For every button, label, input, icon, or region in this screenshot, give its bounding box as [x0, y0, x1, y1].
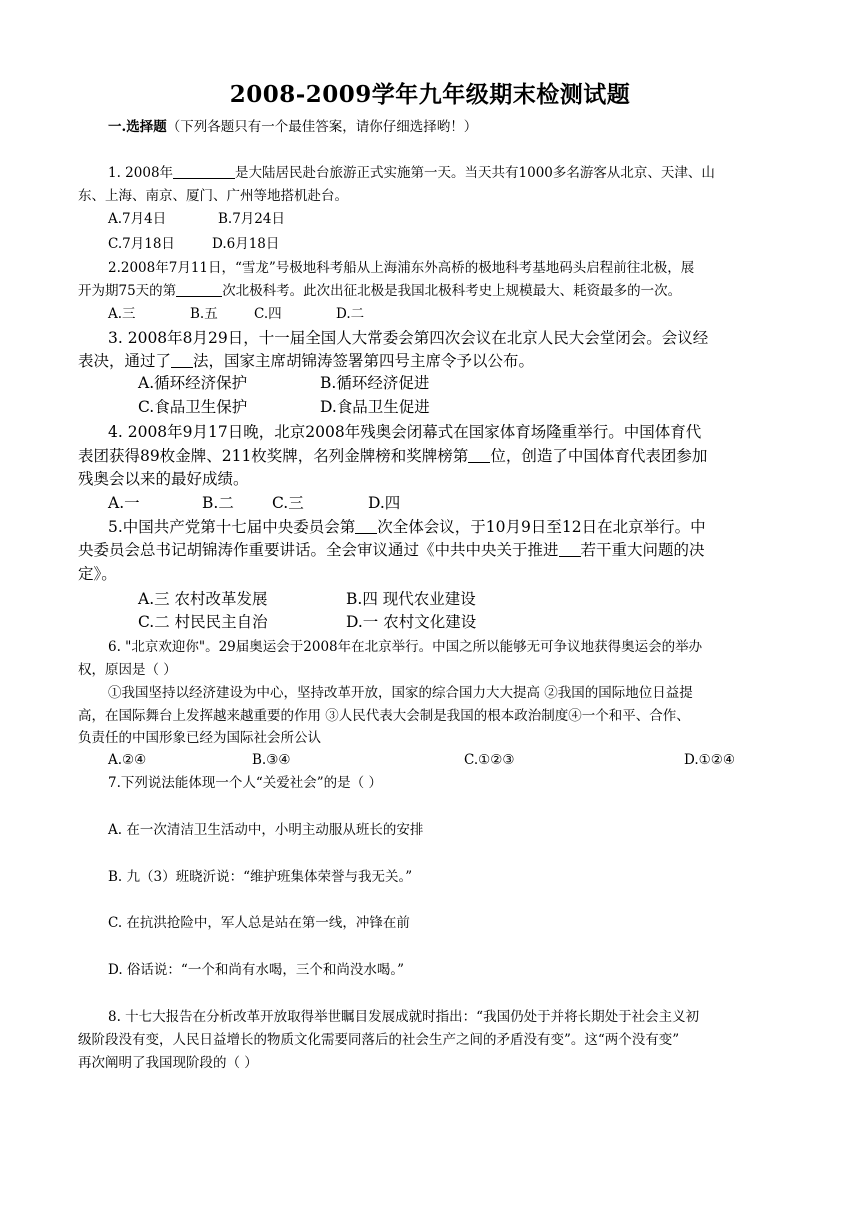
q1-text-a: 1. 2008年: [108, 165, 174, 181]
q5-text-c: 央委员会总书记胡锦涛作重要讲话。全会审议通过《中共中央关于推进: [78, 541, 559, 559]
page-title: 2008-2009学年九年级期末检测试题: [229, 81, 631, 108]
question-6-line-2: 权，原因是（ ）: [78, 662, 177, 678]
question-2-line-1: 2.2008年7月11日，“雪龙”号极地科考船从上海浦东外高桥的极地科考基地码头启程前往北极，展: [108, 260, 695, 276]
q3-option-d: D.食品卫生促进: [320, 398, 430, 416]
question-1-line-2: 东、上海、南京、厦门、广州等地搭机赴台。: [78, 188, 348, 204]
q3-option-b: B.循环经济促进: [320, 374, 430, 392]
q4-option-c: C.三: [272, 494, 304, 512]
q7-option-a: A. 在一次清洁卫生活动中，小明主动服从班长的安排: [108, 822, 424, 838]
q2-option-a: A.三: [108, 306, 136, 322]
q6-option-a: A.②④: [108, 752, 147, 768]
q5-option-a: A.三 农村改革发展: [138, 590, 268, 608]
question-3-line-2: [78, 352, 534, 370]
answer-blank: [559, 542, 581, 557]
question-3-line-1: 3. 2008年8月29日，十一届全国人大常委会第四次会议在北京人民大会堂闭会。会议经: [108, 329, 709, 347]
q1-option-b: B.7月24日: [218, 211, 285, 227]
q2-option-b: B.五: [190, 306, 218, 322]
question-1-line-1: [108, 164, 715, 182]
question-7-stem: 7.下列说法能体现一个人“关爱社会”的是（ ）: [108, 775, 382, 791]
q5-option-b: B.四 现代农业建设: [346, 590, 476, 608]
question-4-line-3: 残奥会以来的最好成绩。: [78, 470, 249, 488]
q5-text-d: 若干重大问题的决: [580, 541, 705, 559]
q5-option-c: C.二 村民民主自治: [138, 613, 268, 631]
answer-blank: [355, 519, 377, 534]
answer-blank: [468, 448, 490, 463]
q6-option-d: D.①②④: [684, 752, 735, 768]
answer-blank: [171, 353, 193, 368]
q7-option-b: B. 九（3）班晓沂说：“维护班集体荣誉与我无关。”: [108, 869, 413, 885]
q2-text-b: 开为期75天的第: [78, 283, 177, 299]
q2-option-c: C.四: [254, 306, 282, 322]
q6-option-b: B.③④: [252, 752, 291, 768]
section-head-text: 一.选择题: [108, 119, 167, 135]
section-note-text: （下列各题只有一个最佳答案，请你仔细选择哟！）: [166, 119, 478, 135]
question-8-line-3: 再次阐明了我国现阶段的（ ）: [78, 1055, 258, 1071]
question-6-line-3: ①我国坚持以经济建设为中心，坚持改革开放，国家的综合国力大大提高 ②我国的国际地位日益提: [108, 685, 693, 701]
q4-option-d: D.四: [368, 494, 401, 512]
question-6-line-1: 6. "北京欢迎你"。29届奥运会于2008年在北京举行。中国之所以能够无可争议地获得奥运会的举办: [108, 639, 703, 655]
q6-option-c: C.①②③: [464, 752, 515, 768]
q3-option-c: C.食品卫生保护: [138, 398, 248, 416]
question-6-line-4: 高，在国际舞台上发挥越来越重要的作用 ③人民代表大会制是我国的根本政治制度④一个和平、合作、: [78, 708, 690, 724]
question-5-line-2: [78, 541, 705, 559]
question-8-line-1: 8. 十七大报告在分析改革开放取得举世瞩目发展成就时指出：“我国仍处于并将长期处于社会主义初: [108, 1009, 700, 1025]
q1-text-b: 是大陆居民赴台旅游正式实施第一天。当天共有1000多名游客从北京、天津、山: [235, 165, 715, 181]
question-6-line-5: 负责任的中国形象已经为国际社会所公认: [78, 730, 321, 746]
q5-text-a: 5.中国共产党第十七届中央委员会第: [108, 518, 356, 536]
q4-text-c: 位，创造了中国体育代表团参加: [490, 447, 708, 465]
answer-blank: [173, 164, 235, 179]
q1-option-a: A.7月4日: [108, 211, 167, 227]
question-8-line-2: 级阶段没有变，人民日益增长的物质文化需要同落后的社会生产之间的矛盾没有变”。这“两个没有变”: [78, 1032, 680, 1048]
question-4-line-1: 4. 2008年9月17日晚，北京2008年残奥会闭幕式在国家体育场隆重举行。中国体育代: [108, 423, 702, 441]
question-4-line-2: [78, 447, 707, 465]
q7-option-c: C. 在抗洪抢险中，军人总是站在第一线，冲锋在前: [108, 915, 410, 931]
q4-option-b: B.二: [202, 494, 234, 512]
question-5-line-3: 定》。: [78, 565, 117, 583]
q3-text-b: 表决，通过了: [78, 352, 172, 370]
question-5-line-1: [108, 518, 706, 536]
q3-text-c: 法，国家主席胡锦涛签署第四号主席令予以公布。: [193, 352, 535, 370]
q4-text-b: 表团获得89枚金牌、211枚奖牌，名列金牌榜和奖牌榜第: [78, 447, 469, 465]
q5-option-d: D.一 农村文化建设: [346, 613, 477, 631]
q5-text-b: 次全体会议，于10月9日至12日在北京举行。中: [377, 518, 706, 536]
q2-option-d: D.二: [336, 306, 365, 322]
q2-text-c: 次北极科考。此次出征北极是我国北极科考史上规模最大、耗资最多的一次。: [222, 283, 682, 299]
q1-option-d: D.6月18日: [212, 236, 280, 252]
q1-option-c: C.7月18日: [108, 236, 175, 252]
section-heading: [108, 118, 477, 136]
q3-option-a: A.循环经济保护: [138, 374, 248, 392]
q4-option-a: A.一: [108, 494, 140, 512]
q7-option-d: D. 俗话说：“一个和尚有水喝，三个和尚没水喝。”: [108, 962, 404, 978]
question-2-line-2: [78, 282, 681, 300]
answer-blank: [176, 282, 222, 297]
